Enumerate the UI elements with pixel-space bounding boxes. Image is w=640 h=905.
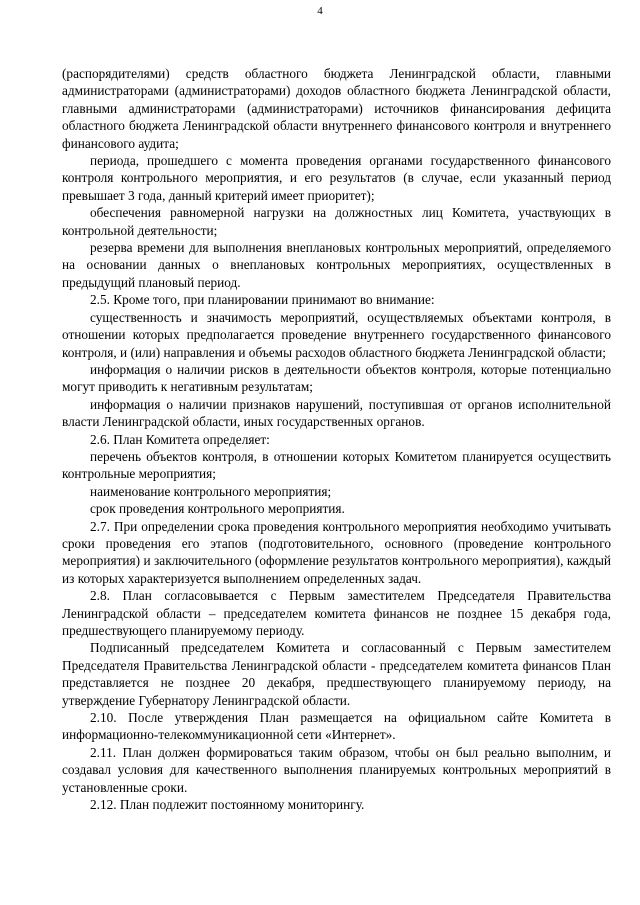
paragraph: Подписанный председателем Комитета и согласованный с Первым заместителем Председателя Правительства Ленинградской области - председателем комитета финансов План представляется не позднее 20 декабря, предшествующего планируемому периоду, на утверждение Губернатору Ленинградской области. (62, 640, 611, 708)
page-number: 4 (317, 5, 323, 17)
paragraph-2-11: 2.11. План должен формироваться таким образом, чтобы он был реально выполним, и создавал условия для качественного выполнения планируемых контрольных мероприятий в установленные сроки. (62, 744, 611, 795)
paragraph-2-5: 2.5. Кроме того, при планировании принимают во внимание: (90, 292, 435, 308)
paragraph: существенность и значимость мероприятий, осуществляемых объектами контроля, в отношении которых предполагается проведение внутреннего государственного финансового контроля, и (или) направления и объемы расходов областного бюджета Ленинградской области; (62, 309, 611, 360)
paragraph: перечень объектов контроля, в отношении которых Комитетом планируется осуществить контрольные мероприятия; (62, 448, 611, 482)
paragraph-continuation: (распорядителями) средств областного бюджета Ленинградской области, главными администраторами (администраторами) доходов областного бюджета Ленинградской области, главными администраторами (администраторами) источников финансирования дефицита областного бюджета Ленинградской области внутреннего финансового контроля и внутреннего финансового аудита; (62, 66, 611, 151)
paragraph: обеспечения равномерной нагрузки на должностных лиц Комитета, участвующих в контрольной деятельности; (62, 205, 611, 238)
paragraph: срок проведения контрольного мероприятия. (90, 501, 345, 517)
paragraph: информация о наличии рисков в деятельности объектов контроля, которые потенциально могут приводить к негативным результатам; (62, 361, 611, 395)
document-body (62, 65, 611, 813)
paragraph: резерва времени для выполнения внеплановых контрольных мероприятий, определяемого на основании данных о внеплановых контрольных мероприятиях, осуществленных в предыдущий плановый период. (62, 240, 611, 290)
paragraph-2-7: 2.7. При определении срока проведения контрольного мероприятия необходимо учитывать сроки проведения его этапов (подготовительного, основного (проведение контрольного мероприятия) и заключительного (оформление результатов контрольного мероприятия), каждый из которых характеризуется выполнением определенных задач. (62, 518, 611, 586)
paragraph: информация о наличии признаков нарушений, поступившая от органов исполнительной власти Ленинградской области, иных государственных органов. (62, 396, 611, 430)
paragraph: периода, прошедшего с момента проведения органами государственного финансового контроля контрольного мероприятия, и его результатов (в случае, если указанный период превышает 3 года, данный критерий имеет приоритет); (62, 153, 611, 203)
paragraph-2-10: 2.10. После утверждения План размещается на официальном сайте Комитета в информационно-телекоммуникационной сети «Интернет». (62, 710, 611, 743)
paragraph-2-8: 2.8. План согласовывается с Первым заместителем Председателя Правительства Ленинградской области – председателем комитета финансов не позднее 15 декабря года, предшествующего планируемому периоду. (62, 588, 611, 638)
paragraph-2-6: 2.6. План Комитета определяет: (90, 431, 270, 447)
paragraph-2-12: 2.12. План подлежит постоянному мониторингу. (90, 797, 365, 813)
paragraph: наименование контрольного мероприятия; (90, 483, 332, 499)
